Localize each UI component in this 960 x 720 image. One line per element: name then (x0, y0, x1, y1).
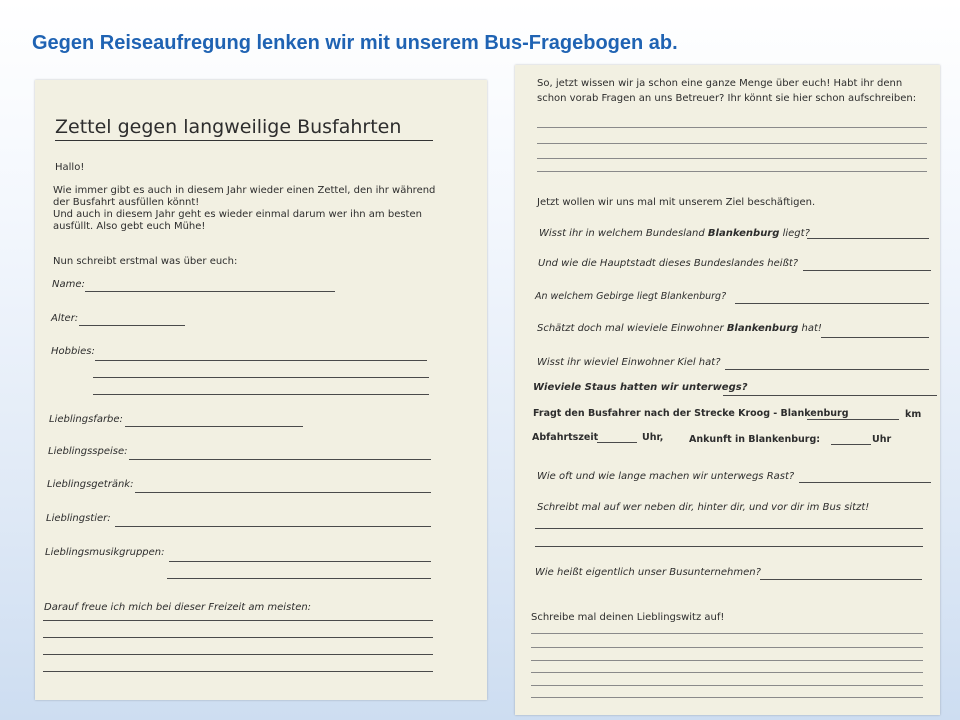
intro-line-3: Und auch in diesem Jahr geht es wieder einmal darum wer ihn am besten (53, 209, 422, 220)
intro-line-1: Wie immer gibt es auch in diesem Jahr wieder einen Zettel, den ihr während (53, 185, 436, 196)
company-answer-line[interactable] (760, 579, 922, 580)
state-question: Wisst ihr in welchem Bundesland Blankenburg liegt? (539, 228, 810, 239)
joke-answer-line[interactable] (531, 672, 923, 673)
greeting: Hallo! (55, 162, 85, 173)
state-answer-line[interactable] (807, 238, 929, 239)
questionnaire-sheet-right (515, 65, 940, 715)
fav-animal-label: Lieblingstier: (46, 513, 111, 524)
joke-answer-line[interactable] (531, 647, 923, 648)
hobbies-answer-line[interactable] (95, 360, 427, 361)
joke-answer-line[interactable] (531, 660, 923, 661)
questions-answer-line[interactable] (537, 127, 927, 128)
joke-answer-line[interactable] (531, 633, 923, 634)
looking-forward-answer-line[interactable] (43, 637, 433, 638)
prompt-about-you: Nun schreibt erstmal was über euch: (53, 256, 238, 267)
fav-food-label: Lieblingsspeise: (48, 446, 128, 457)
age-label: Alter: (51, 313, 79, 324)
hobbies-label: Hobbies: (51, 346, 95, 357)
intro-line-2: der Busfahrt ausfüllen könnt! (53, 197, 200, 208)
mountains-answer-line[interactable] (735, 303, 929, 304)
fav-drink-answer-line[interactable] (135, 492, 431, 493)
looking-forward-label: Darauf freue ich mich bei dieser Freizeit am meisten: (44, 602, 312, 613)
kiel-question: Wisst ihr wieviel Einwohner Kiel hat? (537, 357, 721, 368)
fav-animal-answer-line[interactable] (115, 526, 431, 527)
looking-forward-answer-line[interactable] (43, 654, 433, 655)
sheet-title: Zettel gegen langweilige Busfahrten (55, 116, 402, 138)
arrival-uhr: Uhr (872, 434, 892, 445)
looking-forward-answer-line[interactable] (43, 671, 433, 672)
departure-label: Abfahrtszeit (532, 432, 599, 443)
questions-answer-line[interactable] (537, 143, 927, 144)
traffic-jams-question: Wieviele Staus hatten wir unterwegs? (533, 382, 748, 393)
fav-drink-label: Lieblingsgetränk: (47, 479, 134, 490)
right-intro-line-1: So, jetzt wissen wir ja schon eine ganze Menge über euch! Habt ihr denn (537, 78, 903, 89)
fav-bands-label: Lieblingsmusikgruppen: (45, 547, 165, 558)
breaks-question: Wie oft und wie lange machen wir unterwegs Rast? (537, 471, 795, 482)
neighbors-answer-line[interactable] (535, 546, 923, 547)
destination-prompt: Jetzt wollen wir uns mal mit unserem Ziel beschäftigen. (537, 197, 816, 208)
page-headline: Gegen Reiseaufregung lenken wir mit unserem Bus-Fragebogen ab. (32, 32, 678, 54)
arrival-label: Ankunft in Blankenburg: (689, 434, 821, 445)
joke-prompt: Schreibe mal deinen Lieblingswitz auf! (531, 612, 725, 623)
age-answer-line[interactable] (79, 325, 185, 326)
fav-food-answer-line[interactable] (129, 459, 431, 460)
arrival-answer-line[interactable] (831, 444, 871, 445)
distance-answer-line[interactable] (807, 419, 899, 420)
questions-answer-line[interactable] (537, 171, 927, 172)
right-intro-line-2: schon vorab Fragen an uns Betreuer? Ihr könnt sie hier schon aufschreiben: (537, 93, 917, 104)
neighbors-question: Schreibt mal auf wer neben dir, hinter dir, und vor dir im Bus sitzt! (537, 502, 870, 513)
kiel-answer-line[interactable] (725, 369, 929, 370)
breaks-answer-line[interactable] (799, 482, 931, 483)
departure-answer-line[interactable] (597, 442, 637, 443)
fav-bands-answer-line[interactable] (169, 561, 431, 562)
capital-answer-line[interactable] (803, 270, 931, 271)
questions-answer-line[interactable] (537, 158, 927, 159)
fav-color-answer-line[interactable] (125, 426, 303, 427)
hobbies-answer-line[interactable] (93, 394, 429, 395)
departure-uhr: Uhr, (642, 432, 664, 443)
fav-color-label: Lieblingsfarbe: (49, 414, 123, 425)
questionnaire-sheet-left (35, 80, 487, 700)
capital-question: Und wie die Hauptstadt dieses Bundeslandes heißt? (538, 258, 799, 269)
name-label: Name: (52, 279, 85, 290)
mountains-question: An welchem Gebirge liegt Blankenburg? (535, 291, 727, 302)
distance-question: Fragt den Busfahrer nach der Strecke Kroog - Blankenburg (533, 408, 849, 419)
traffic-jams-answer-line[interactable] (723, 395, 937, 396)
joke-answer-line[interactable] (531, 697, 923, 698)
name-answer-line[interactable] (85, 291, 335, 292)
joke-answer-line[interactable] (531, 685, 923, 686)
population-question: Schätzt doch mal wieviele Einwohner Blankenburg hat! (537, 323, 822, 334)
fav-bands-answer-line[interactable] (167, 578, 431, 579)
company-question: Wie heißt eigentlich unser Busunternehmen? (535, 567, 761, 578)
population-answer-line[interactable] (821, 337, 929, 338)
hobbies-answer-line[interactable] (93, 377, 429, 378)
km-unit: km (905, 409, 922, 420)
neighbors-answer-line[interactable] (535, 528, 923, 529)
intro-line-4: ausfüllt. Also gebt euch Mühe! (53, 221, 206, 232)
looking-forward-answer-line[interactable] (43, 620, 433, 621)
